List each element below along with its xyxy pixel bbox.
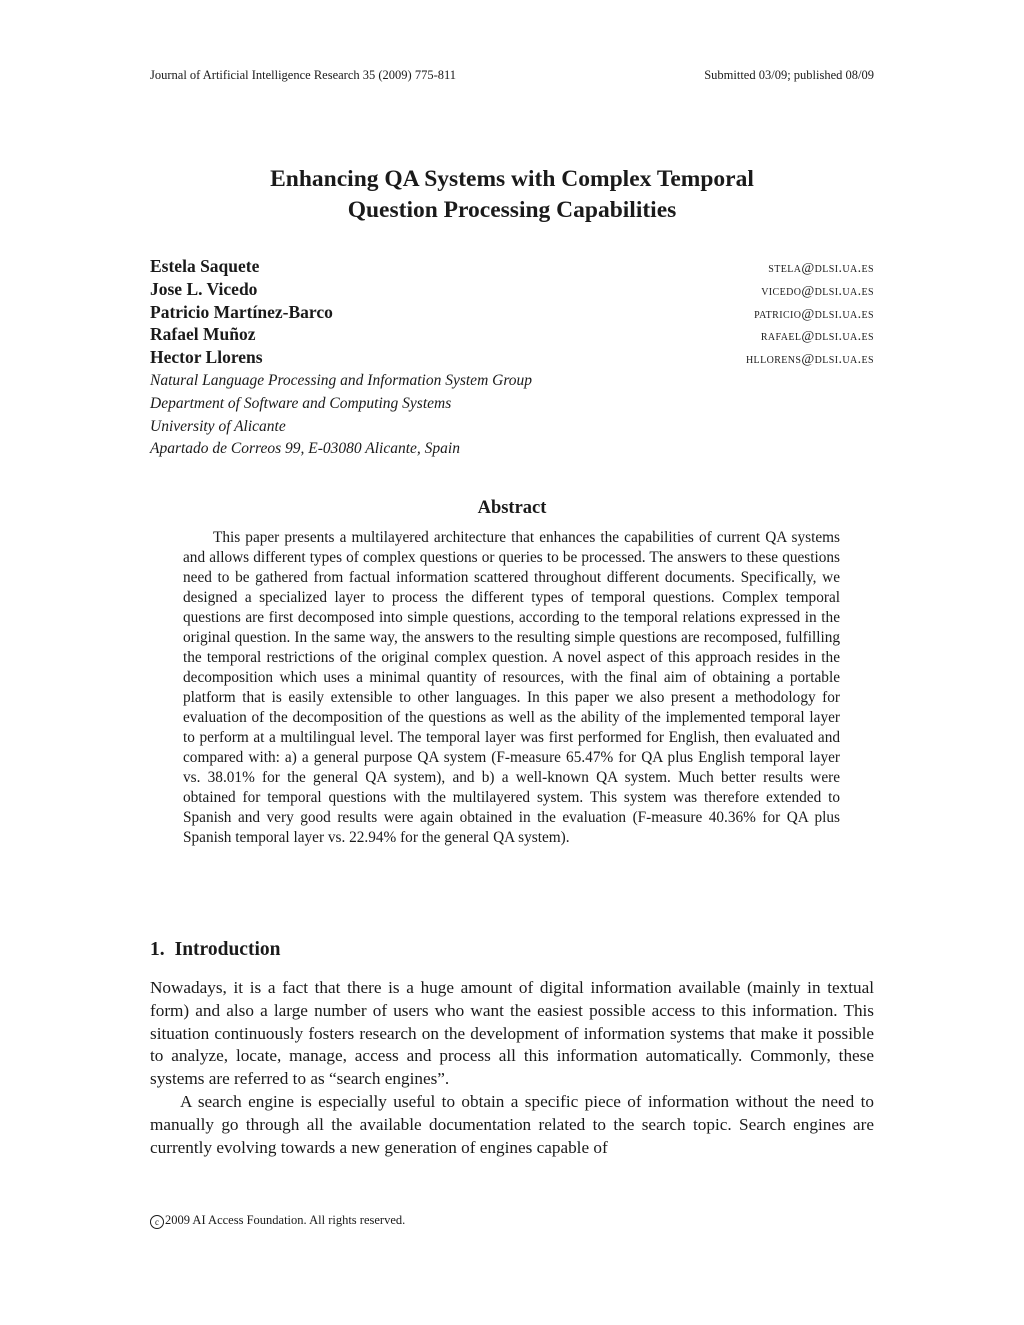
title-line-2: Question Processing Capabilities	[347, 197, 677, 223]
author-email: rafael@dlsi.ua.es	[760, 329, 874, 345]
copyright-icon: c	[150, 1215, 164, 1229]
copyright-text: 2009 AI Access Foundation. All rights reserved.	[165, 1213, 406, 1227]
author-row	[150, 279, 874, 302]
paragraph: A search engine is especially useful to obtain a specific piece of information without the need to manually go through all the available documentation related to the search topic. Search engines are currently evolving towards a new generation of engines capable of	[150, 1091, 874, 1157]
author-name: Estela Saquete	[150, 256, 260, 276]
journal-citation: Journal of Artificial Intelligence Research 35 (2009) 775-811	[150, 68, 457, 82]
affiliation-university: University of Alicante	[150, 417, 286, 435]
paragraph: Nowadays, it is a fact that there is a huge amount of digital information available (mainly in textual form) and also a large number of users who want the easiest possible access to this information. This situation continuously fosters research on the development of information systems that make it possible to analyze, locate, manage, access and process all this information automatically. Commonly, these systems are referred to as “search engines”.	[150, 978, 874, 1089]
author-name: Jose L. Vicedo	[150, 278, 258, 299]
affiliation-group: Natural Language Processing and Information System Group	[150, 371, 533, 389]
affiliation-department: Department of Software and Computing Systems	[150, 394, 452, 412]
author-email: vicedo@dlsi.ua.es	[761, 283, 874, 299]
abstract-heading: Abstract	[477, 498, 547, 518]
section-number: 1.	[150, 939, 165, 960]
author-email: hllorens@dlsi.ua.es	[745, 352, 874, 368]
author-row	[150, 302, 874, 325]
author-email: stela@dlsi.ua.es	[768, 261, 874, 276]
section-heading-introduction	[150, 939, 280, 961]
title-line-1: Enhancing QA Systems with Complex Temporal	[270, 166, 754, 192]
author-row	[150, 324, 874, 347]
author-email: patricio@dlsi.ua.es	[754, 306, 874, 322]
abstract-text: This paper presents a multilayered architecture that enhances the capabilities of current QA systems and allows different types of complex questions or queries to be processed. The answers to these questions need to be gathered from factual information scattered throughout different documents. Specifically, we designed a specialized layer to process the different types of temporal questions. Complex temporal questions are first decomposed into simple questions, according to the temporal relations expressed in the original question. In the same way, the answers to the resulting simple questions are recomposed, fulfilling the temporal restrictions of the original complex question. A novel aspect of this approach resides in the decomposition which uses a minimal quantity of resources, with the final aim of obtaining a portable platform that is easily extensible to other languages. In this paper we also present a methodology for evaluation of the decomposition of the questions as well as the ability of the implemented temporal layer to perform at a multilingual level. The temporal layer was first performed for English, then evaluated and compared with: a) a general purpose QA system (F-measure 65.47% for QA plus English temporal layer vs. 38.01% for the general QA system), and b) a well-known QA system. Much better results were obtained for temporal questions with the multilayered system. This system was therefore extended to Spanish and very good results were again obtained in the evaluation (F-measure 40.36% for QA plus Spanish temporal layer vs. 22.94% for the general QA system).	[183, 529, 840, 846]
author-name: Rafael Muñoz	[150, 324, 256, 345]
affiliation-address: Apartado de Correos 99, E-03080 Alicante, Spain	[150, 440, 460, 458]
running-head	[150, 68, 874, 83]
author-name: Hector Llorens	[150, 347, 263, 368]
introduction-body	[150, 977, 874, 1159]
section-title: Introduction	[174, 939, 281, 960]
author-block	[150, 256, 874, 461]
paper-title	[150, 164, 874, 226]
copyright-footer	[150, 1213, 405, 1229]
author-name: Patricio Martínez-Barco	[150, 301, 333, 322]
author-row	[150, 256, 874, 279]
author-row	[150, 347, 874, 370]
submission-dates: Submitted 03/09; published 08/09	[704, 68, 874, 82]
